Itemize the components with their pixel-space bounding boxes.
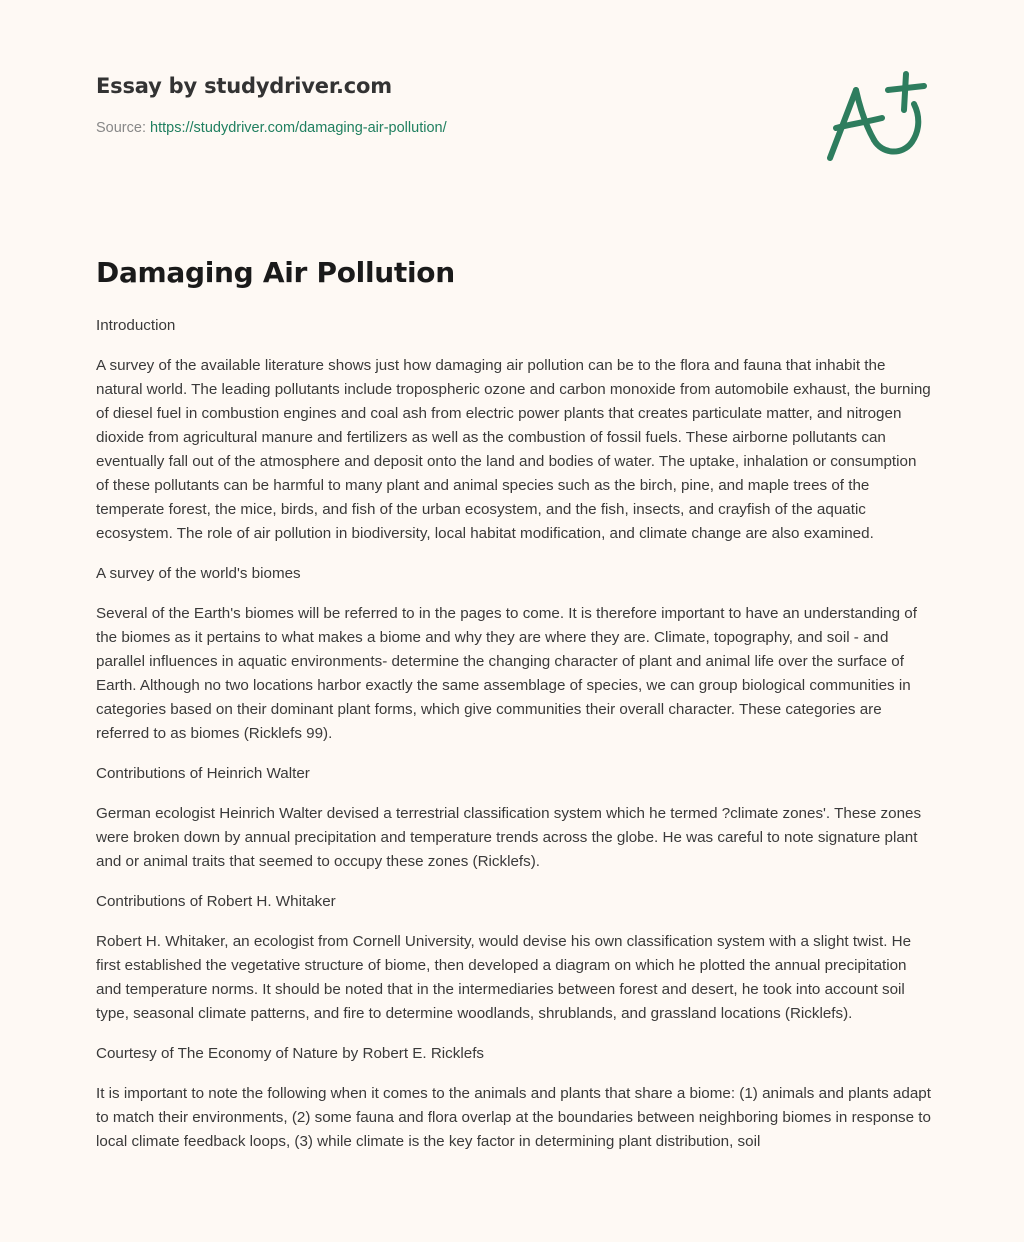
a-plus-grade-icon	[822, 66, 932, 166]
document-body	[96, 314, 932, 1170]
paragraph-introduction: A survey of the available literature shows just how damaging air pollution can be to the flora and fauna that inhabit the natural world. The leading pollutants include tropospheric ozone and carbon monoxide from automobile exhaust, the burning of diesel fuel in combustion engines and coal ash from electric power plants that creates particulate matter, and nitrogen dioxide from agricultural manure and fertilizers as well as the combustion of fossil fuels. These airborne pollutants can eventually fall out of the atmosphere and deposit onto the land and bodies of water. The uptake, inhalation or consumption of these pollutants can be harmful to many plant and animal species such as the birch, pine, and maple trees of the temperate forest, the mice, birds, and fish of the urban ecosystem, and the fish, insects, and crayfish of the aquatic ecosystem. The role of air pollution in biodiversity, local habitat modification, and climate change are also examined.	[96, 357, 931, 542]
section-heading-walter: Contributions of Heinrich Walter	[96, 765, 310, 782]
paragraph-biomes: Several of the Earth's biomes will be referred to in the pages to come. It is therefore important to have an understanding of the biomes as it pertains to what makes a biome and why they are where they are. Climate, topography, and soil - and parallel influences in aquatic environments- determine the changing character of plant and animal life over the surface of Earth. Although no two locations harbor exactly the same assemblage of species, we can group biological communities in categories based on their dominant plant forms, which give communities their overall character. These categories are referred to as biomes (Ricklefs 99).	[96, 605, 917, 742]
section-heading-biomes: A survey of the world's biomes	[96, 565, 301, 582]
section-heading-courtesy: Courtesy of The Economy of Nature by Robert E. Ricklefs	[96, 1045, 485, 1062]
document-title: Damaging Air Pollution	[96, 256, 455, 289]
site-title: Essay by studydriver.com	[96, 74, 392, 98]
source-label: Source:	[96, 120, 146, 136]
source-link[interactable]: https://studydriver.com/damaging-air-pollution/	[150, 120, 447, 136]
paragraph-walter: German ecologist Heinrich Walter devised a terrestrial classification system which he termed ?climate zones'. These zones were broken down by annual precipitation and temperature trends across the globe. He was careful to note signature plant and or animal traits that seemed to occupy these zones (Ricklefs).	[96, 805, 922, 870]
section-heading-introduction: Introduction	[96, 317, 176, 334]
paragraph-biome-notes: It is important to note the following when it comes to the animals and plants that share a biome: (1) animals and plants adapt to match their environments, (2) some fauna and flora overlap at the boundaries between neighboring biomes in response to local climate feedback loops, (3) while climate is the key factor in determining plant distribution, soil	[96, 1085, 931, 1150]
paragraph-whitaker: Robert H. Whitaker, an ecologist from Cornell University, would devise his own classification system with a slight twist. He first established the vegetative structure of biome, then developed a diagram on which he plotted the annual precipitation and temperature norms. It should be noted that in the intermediaries between forest and desert, he took into account soil type, seasonal climate patterns, and fire to determine woodlands, shrublands, and grassland locations (Ricklefs).	[96, 933, 912, 1022]
source-line	[96, 120, 928, 136]
page-header	[96, 74, 928, 136]
section-heading-whitaker: Contributions of Robert H. Whitaker	[96, 893, 336, 910]
